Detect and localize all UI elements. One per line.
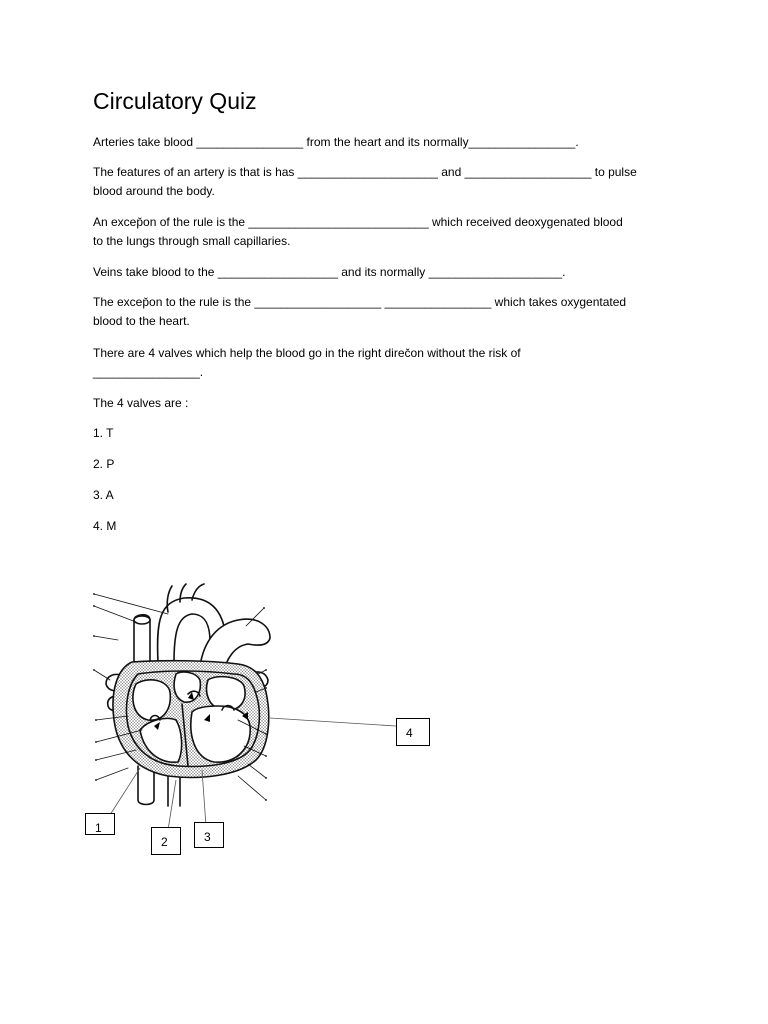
- valve-item-1: 1. T: [93, 426, 114, 440]
- diagram-label-box-2: 2: [151, 827, 181, 855]
- question-vein-exception: The excep̆on to the rule is the ___________________ ________________ which takes oxygentated blood to the heart.: [93, 295, 627, 328]
- heart-diagram: [88, 580, 280, 810]
- valves-intro: The 4 valves are :: [93, 396, 189, 410]
- valve-item-4: 4. M: [93, 519, 117, 533]
- valve-item-3: 3. A: [93, 488, 114, 502]
- diagram-label-box-1: 1: [85, 813, 115, 835]
- page-title: Circulatory Quiz: [93, 88, 257, 114]
- diagram-label-box-3: 3: [194, 822, 224, 848]
- diagram-label-box-4: 4: [396, 718, 430, 746]
- valve-item-2: 2. P: [93, 457, 115, 471]
- question-artery-exception: An excep̆on of the rule is the ___________________________ which received deoxygenated blood to the lungs through small capillaries.: [93, 215, 623, 248]
- question-artery-features: The features of an artery is that is has _____________________ and ___________________ to pulse blood around the body.: [93, 165, 637, 198]
- question-arteries: Arteries take blood ________________ from the heart and its normally________________.: [93, 135, 579, 149]
- question-veins: Veins take blood to the __________________ and its normally ____________________.: [93, 265, 566, 279]
- question-valves: There are 4 valves which help the blood go in the right direc̆on without the risk of ________________.: [93, 346, 521, 379]
